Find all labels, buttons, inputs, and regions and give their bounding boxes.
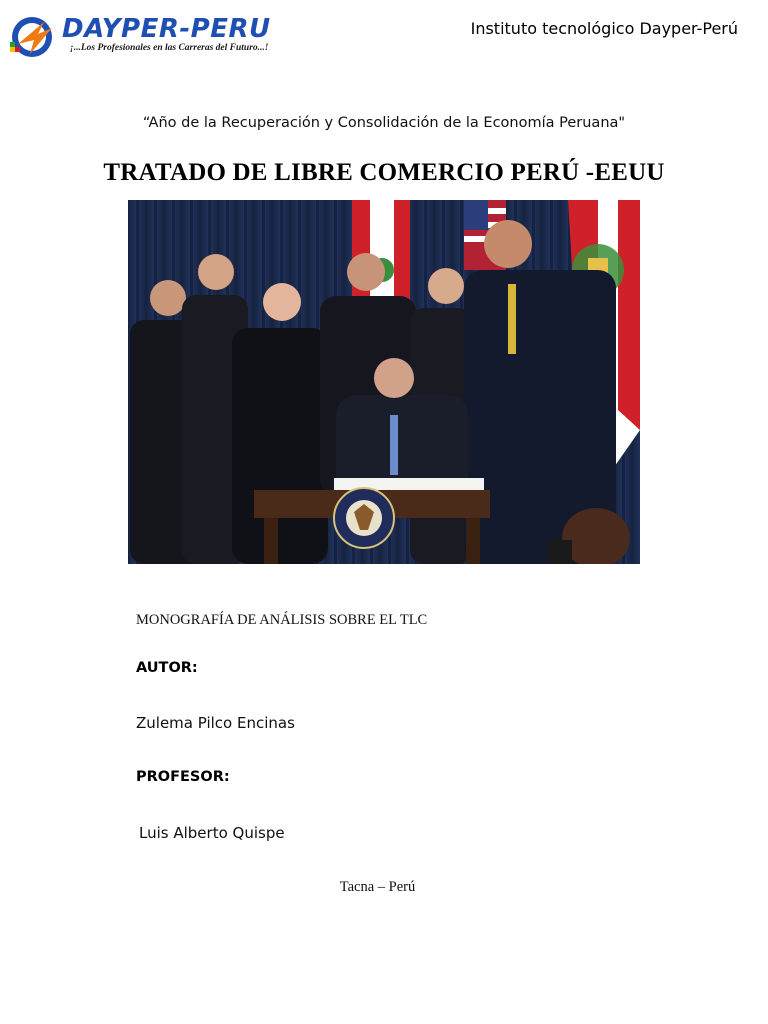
logo-tagline: ¡...Los Profesionales en las Carreras del Futuro...!: [70, 43, 269, 53]
photo-illustration: [128, 200, 640, 564]
presidential-seal-icon: [334, 488, 394, 548]
author-name: Zulema Pilco Encinas: [136, 714, 295, 732]
institute-name: Instituto tecnológico Dayper-Perú: [470, 19, 738, 38]
monograph-subtitle: MONOGRAFÍA DE ANÁLISIS SOBRE EL TLC: [136, 612, 428, 628]
document-title: TRATADO DE LIBRE COMERCIO PERÚ -EEUU: [103, 159, 665, 186]
author-label: AUTOR:: [136, 660, 198, 676]
dayper-logo-icon: [8, 14, 58, 58]
place-line: Tacna – Perú: [339, 879, 416, 895]
logo-name: DAYPER-PERU: [62, 14, 271, 44]
professor-label: PROFESOR:: [136, 769, 230, 785]
dayper-logo: [8, 10, 298, 60]
treaty-signing-photo: [128, 200, 640, 564]
year-motto: “Año de la Recuperación y Consolidación de la Economía Peruana": [142, 115, 626, 131]
professor-name: Luis Alberto Quispe: [139, 824, 285, 842]
